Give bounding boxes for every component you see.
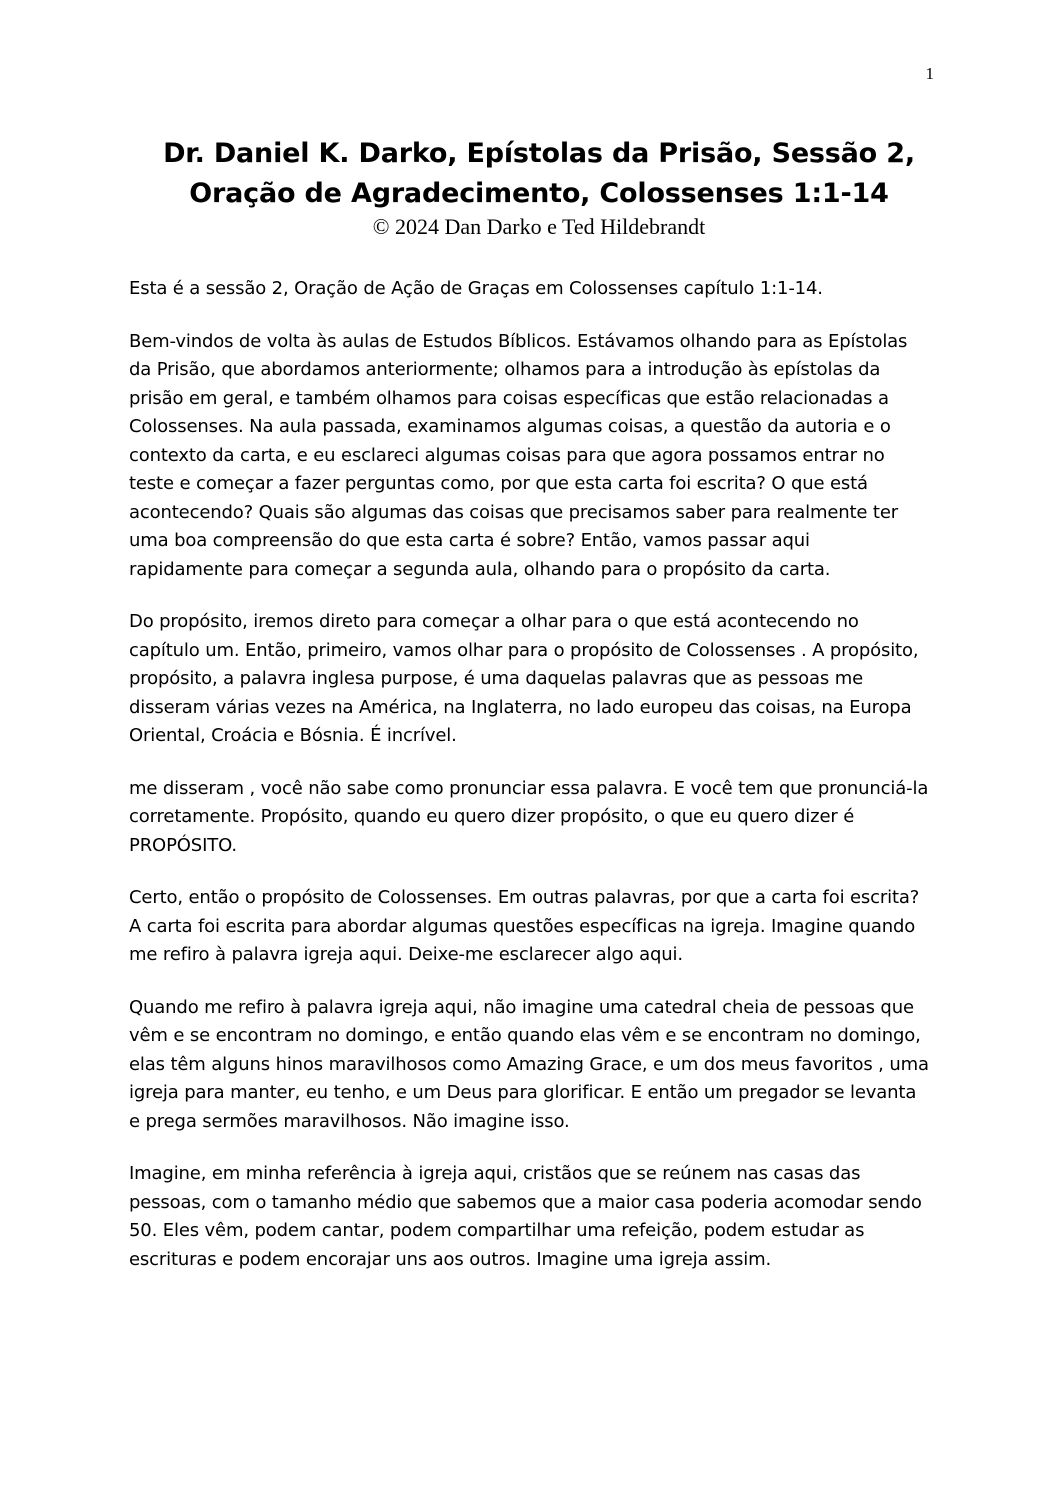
document-title xyxy=(110,134,968,214)
copyright-line: © 2024 Dan Darko e Ted Hildebrandt xyxy=(372,214,706,239)
paragraph: Do propósito, iremos direto para começar a olhar para o que está acontecendo no capítulo um. Então, primeiro, vamos olhar para o propósito de Colossenses . A propósito, propósito, a palavra inglesa purpose, é uma daquelas palavras que as pessoas me disseram várias vezes na América, na Inglaterra, no lado europeu das coisas, na Europa Oriental, Croácia e Bósnia. É incrível. xyxy=(129,611,919,746)
title-line-1: Dr. Daniel K. Darko, Epístolas da Prisão, Sessão 2, xyxy=(163,138,915,169)
title-block xyxy=(110,134,968,240)
paragraph: Quando me refiro à palavra igreja aqui, não imagine uma catedral cheia de pessoas que vêm e se encontram no domingo, e então quando elas vêm e se encontram no domingo, elas têm alguns hinos maravilhosos como Amazing Grace, e um dos meus favoritos , uma igreja para manter, eu tenho, e um Deus para glorificar. E então um pregador se levanta e prega sermões maravilhosos. Não imagine isso. xyxy=(129,996,929,1132)
paragraph: Bem-vindos de volta às aulas de Estudos Bíblicos. Estávamos olhando para as Epístolas da Prisão, que abordamos anteriormente; olhamos para a introdução às epístolas da prisão em geral, e também olhamos para coisas específicas que estão relacionadas a Colossenses. Na aula passada, examinamos algumas coisas, a questão da autoria e o contexto da carta, e eu esclareci algumas coisas para que agora possamos entrar no teste e começar a fazer perguntas como, por que esta carta foi escrita? O que está acontecendo? Quais são algumas das coisas que precisamos saber para realmente ter uma boa compreensão do que esta carta é sobre? Então, vamos passar aqui rapidamente para começar a segunda aula, olhando para o propósito da carta. xyxy=(129,330,908,580)
page-number: 1 xyxy=(925,64,934,83)
paragraph: Imagine, em minha referência à igreja aqui, cristãos que se reúnem nas casas das pessoas, com o tamanho médio que sabemos que a maior casa poderia acomodar sendo 50. Eles vêm, podem cantar, podem compartilhar uma refeição, podem estudar as escrituras e podem encorajar uns aos outros. Imagine uma igreja assim. xyxy=(129,1163,922,1270)
paragraph: Esta é a sessão 2, Oração de Ação de Graças em Colossenses capítulo 1:1-14. xyxy=(129,278,823,299)
paragraph: Certo, então o propósito de Colossenses. Em outras palavras, por que a carta foi escrita? A carta foi escrita para abordar algumas questões específicas na igreja. Imagine quando me refiro à palavra igreja aqui. Deixe-me esclarecer algo aqui. xyxy=(129,887,920,965)
document-body xyxy=(129,275,929,1298)
paragraph: me disseram , você não sabe como pronunciar essa palavra. E você tem que pronunciá-la corretamente. Propósito, quando eu quero dizer propósito, o que eu quero dizer é PROPÓSITO. xyxy=(129,777,929,856)
title-line-2: Oração de Agradecimento, Colossenses 1:1-14 xyxy=(189,178,889,209)
